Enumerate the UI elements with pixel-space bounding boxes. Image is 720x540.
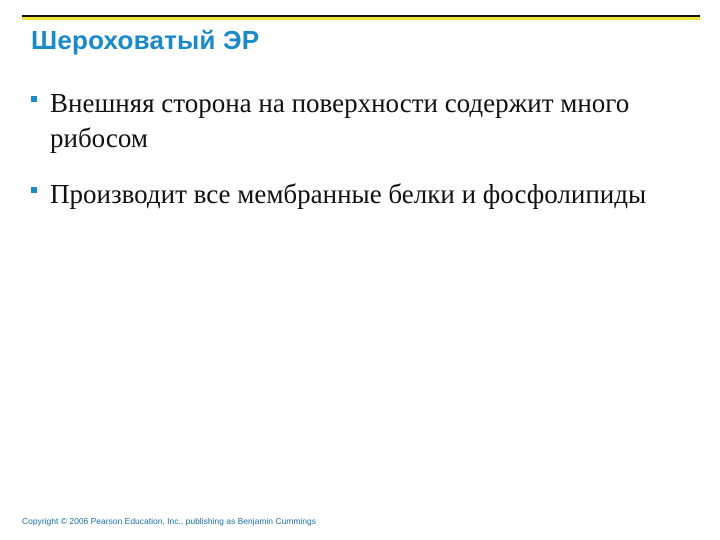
square-bullet-icon bbox=[31, 96, 37, 102]
top-divider-rule bbox=[22, 15, 700, 20]
copyright-notice: Copyright © 2006 Pearson Education, Inc., publishing as Benjamin Cummings bbox=[22, 516, 317, 526]
bullet-list bbox=[30, 86, 650, 233]
slide-title: Шероховатый ЭР bbox=[31, 25, 260, 55]
bullet-item bbox=[30, 86, 650, 156]
bullet-text: Производит все мембранные белки и фосфолипиды bbox=[50, 179, 647, 209]
square-bullet-icon bbox=[31, 187, 37, 193]
bullet-text: Внешняя сторона на поверхности содержит много рибосом bbox=[50, 88, 630, 153]
bullet-item bbox=[30, 177, 650, 212]
